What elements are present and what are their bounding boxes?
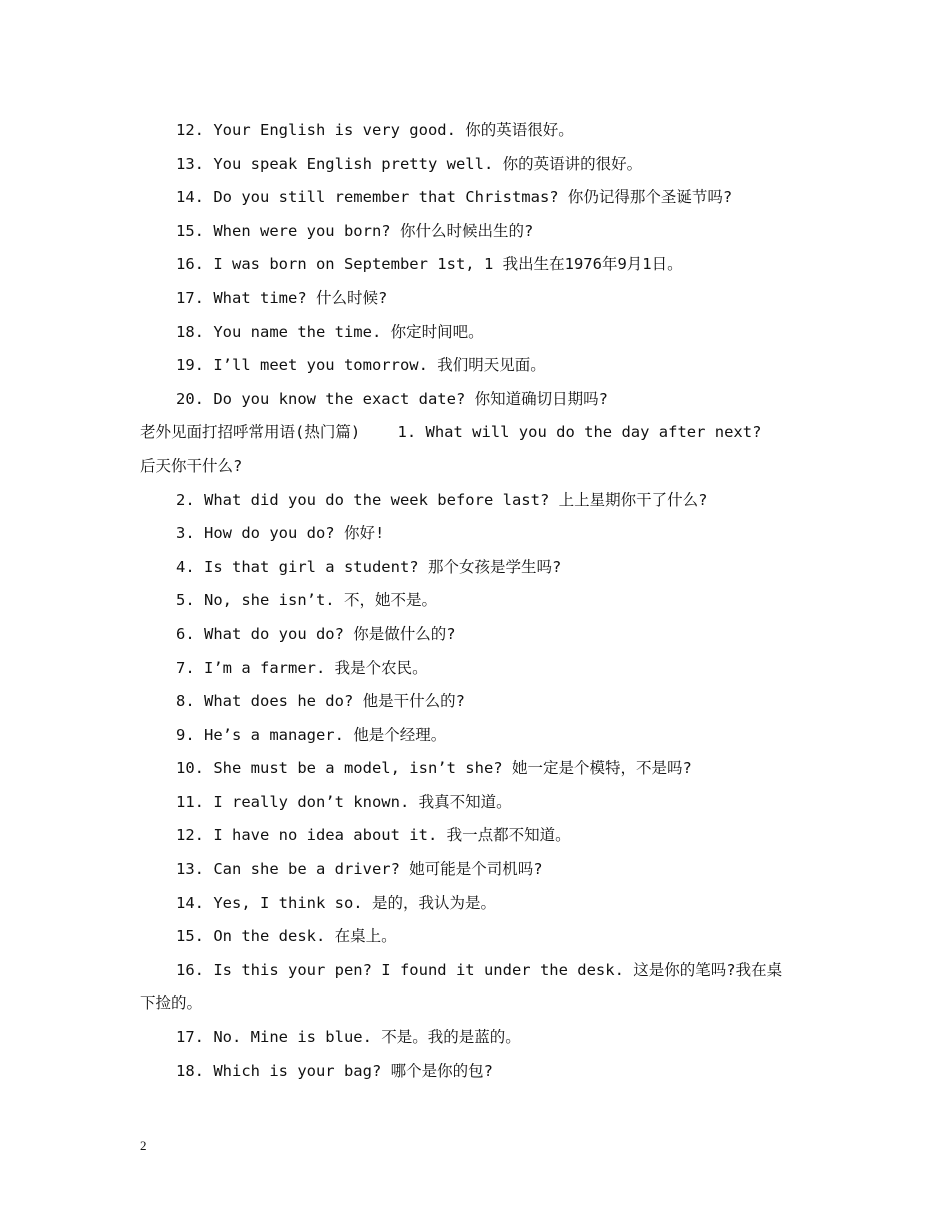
list-item: 16. Is this your pen? I found it under the desk. 这是你的笔吗?我在桌 [176, 960, 783, 979]
list-item: 12. I have no idea about it. 我一点都不知道。 [176, 826, 571, 845]
list-item: 5. No, she isn’t. 不，她不是。 [176, 591, 437, 610]
list-item: 17. No. Mine is blue. 不是。我的是蓝的。 [176, 1028, 521, 1047]
list-item: 7. I’m a farmer. 我是个农民。 [176, 658, 428, 677]
list-item: 13. You speak English pretty well. 你的英语讲的很好。 [176, 154, 643, 173]
list-item: 9. He’s a manager. 他是个经理。 [176, 725, 447, 744]
section-heading-line: 老外见面打招呼常用语(热门篇) 1. What will you do the day after next? [140, 423, 762, 442]
page-number: 2 [140, 1138, 147, 1153]
list-item: 17. What time? 什么时候? [176, 288, 388, 307]
list-item: 10. She must be a model, isn’t she? 她一定是个模特，不是吗? [176, 759, 692, 778]
list-item: 11. I really don’t known. 我真不知道。 [176, 792, 512, 811]
list-item-continuation: 下捡的。 [140, 994, 203, 1013]
list-item: 12. Your English is very good. 你的英语很好。 [176, 121, 574, 139]
list-item: 18. You name the time. 你定时间吧。 [176, 322, 484, 341]
list-item: 4. Is that girl a student? 那个女孩是学生吗? [176, 557, 562, 576]
list-item: 3. How do you do? 你好! [176, 524, 385, 543]
list-item: 15. On the desk. 在桌上。 [176, 927, 397, 946]
list-item: 20. Do you know the exact date? 你知道确切日期吗? [176, 389, 608, 408]
page-body [140, 114, 830, 1088]
list-item: 8. What does he do? 他是干什么的? [176, 692, 465, 711]
list-item: 14. Yes, I think so. 是的，我认为是。 [176, 893, 496, 912]
list-item: 2. What did you do the week before last? 上上星期你干了什么? [176, 490, 708, 509]
list-item: 15. When were you born? 你什么时候出生的? [176, 221, 534, 240]
list-item: 19. I’ll meet you tomorrow. 我们明天见面。 [176, 356, 546, 375]
list-item: 6. What do you do? 你是做什么的? [176, 624, 456, 643]
list-item: 16. I was born on September 1st, 1 我出生在1976年9月1日。 [176, 255, 683, 274]
list-item: 14. Do you still remember that Christmas? 你仍记得那个圣诞节吗? [176, 188, 733, 207]
list-item: 18. Which is your bag? 哪个是你的包? [176, 1061, 493, 1080]
section-heading-continuation: 后天你干什么? [140, 456, 243, 475]
list-item: 13. Can she be a driver? 她可能是个司机吗? [176, 860, 543, 879]
